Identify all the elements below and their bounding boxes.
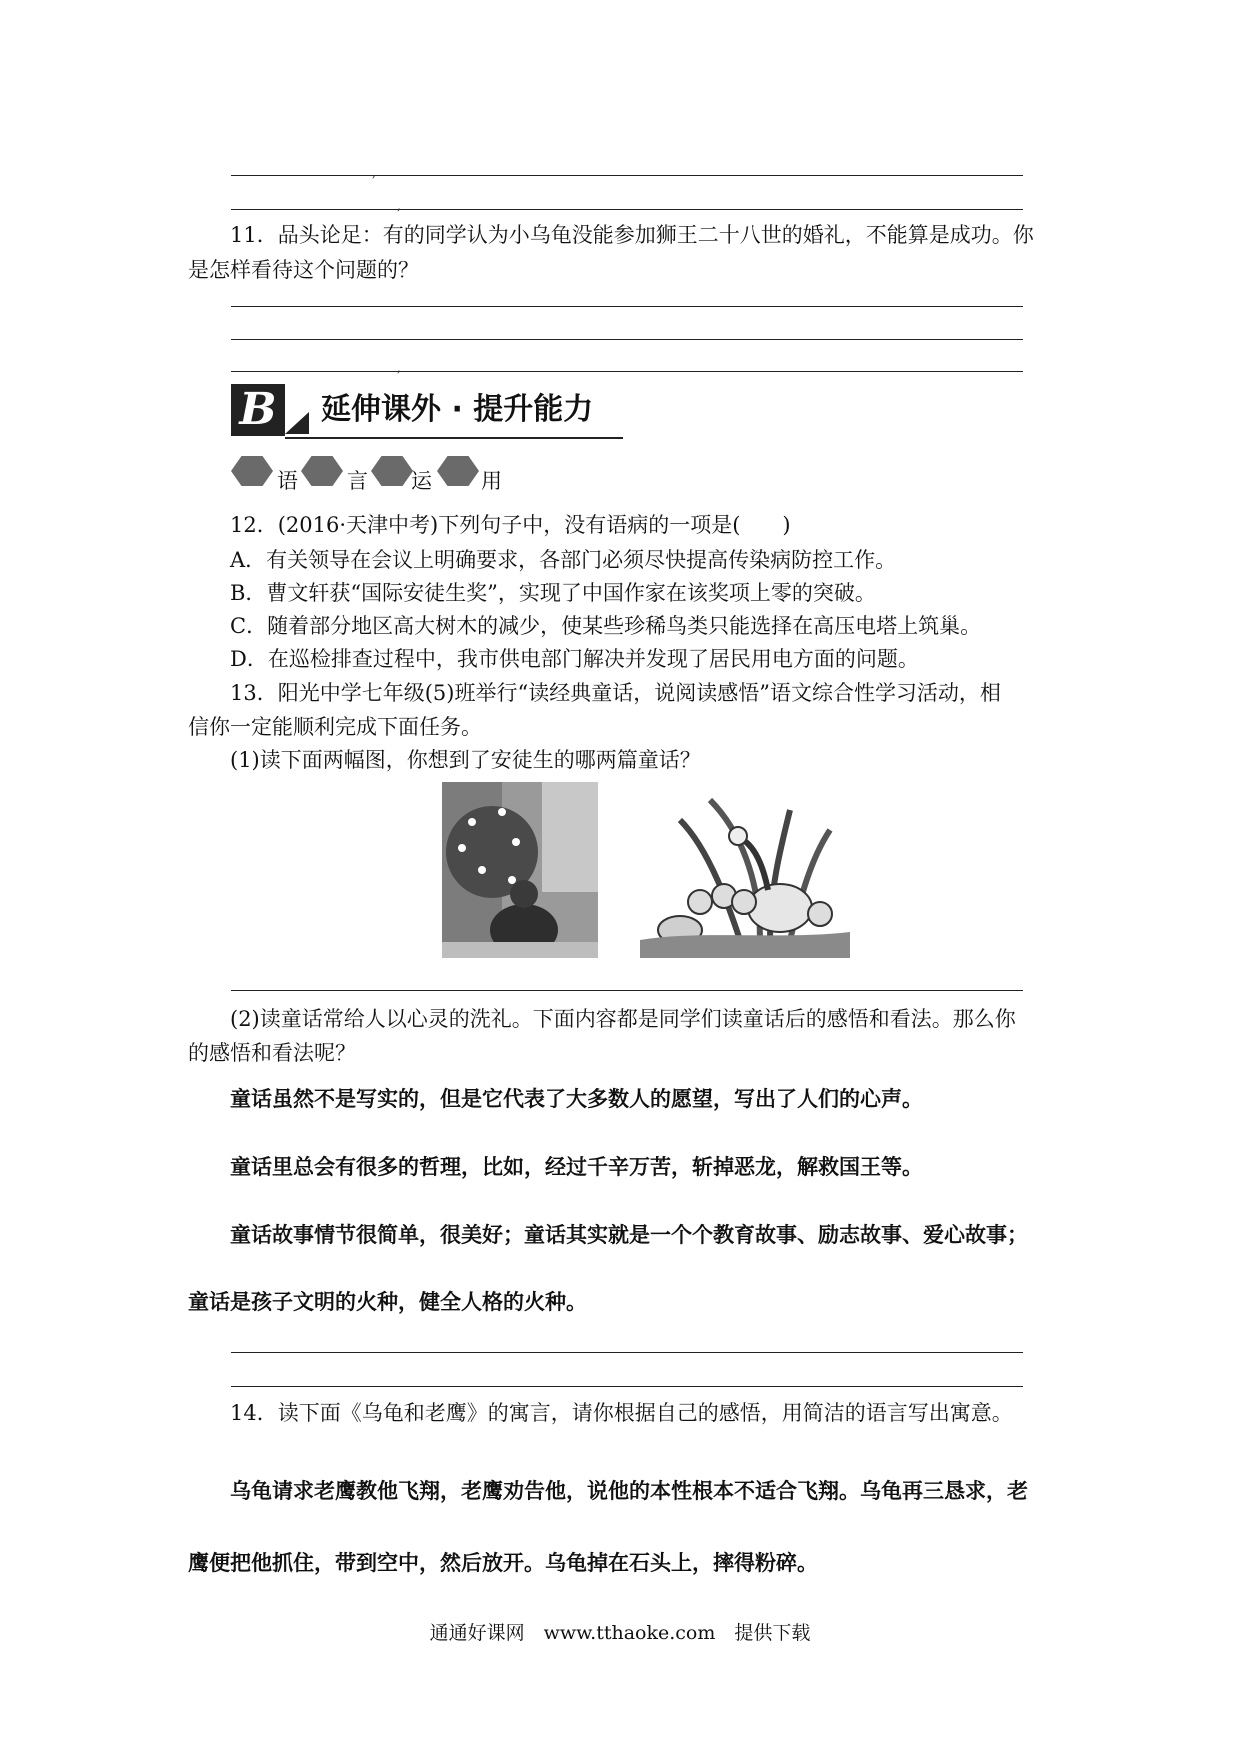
q12-option-a: A．有关领导在会议上明确要求，各部门必须尽快提高传染病防控工作。	[230, 548, 897, 572]
q13-line2: 信你一定能顺利完成下面任务。	[188, 715, 482, 739]
answer-line	[231, 306, 1023, 307]
category-badge	[231, 456, 511, 494]
answer-line	[231, 175, 1023, 176]
section-b-title: 延伸课外 · 提升能力	[321, 392, 594, 427]
section-b-header	[231, 384, 623, 440]
badge-char: 运	[411, 469, 432, 493]
hexagon-icon	[231, 456, 273, 486]
q11-line1: 11．品头论足：有的同学认为小乌龟没能参加狮王二十八世的婚礼，不能算是成功。你	[230, 223, 1034, 247]
section-arrow-icon	[285, 412, 309, 434]
line-tick: ,	[397, 361, 401, 375]
hexagon-icon	[301, 456, 343, 486]
opinion-4: 童话是孩子文明的火种，健全人格的火种。	[188, 1290, 587, 1314]
q13-line1: 13．阳光中学七年级(5)班举行“读经典童话，说阅读感悟”语文综合性学习活动，相	[230, 681, 1001, 705]
hexagon-icon	[371, 456, 413, 486]
q12-option-c: C．随着部分地区高大树木的减少，使某些珍稀鸟类只能选择在高压电塔上筑巢。	[230, 614, 982, 638]
opinion-2: 童话里总会有很多的哲理，比如，经过千辛万苦，斩掉恶龙，解救国王等。	[230, 1155, 923, 1179]
opinion-1: 童话虽然不是写实的，但是它代表了大多数人的愿望，写出了人们的心声。	[230, 1087, 923, 1111]
q13-part2-line2: 的感悟和看法呢？	[188, 1041, 356, 1065]
badge-char: 言	[347, 469, 368, 493]
answer-line	[231, 990, 1023, 991]
answer-line	[231, 209, 1023, 210]
fable-line1: 乌龟请求老鹰教他飞翔，老鹰劝告他，说他的本性根本不适合飞翔。乌龟再三恳求，老	[230, 1479, 1028, 1503]
fable-line2: 鹰便把他抓住，带到空中，然后放开。乌龟掉在石头上，摔得粉碎。	[188, 1551, 818, 1575]
badge-char: 用	[481, 469, 502, 493]
page-footer: 通通好课网 www.tthaoke.com 提供下载	[429, 1622, 811, 1644]
opinion-3: 童话故事情节很简单，很美好；童话其实就是一个个教育故事、励志故事、爱心故事；	[230, 1223, 1028, 1247]
ugly-duckling-illustration	[640, 790, 850, 958]
answer-line	[231, 1386, 1023, 1387]
badge-char: 语	[277, 469, 298, 493]
q13-part1: (1)读下面两幅图，你想到了安徒生的哪两篇童话？	[230, 748, 701, 772]
q12-stem: 12．(2016·天津中考)下列句子中，没有语病的一项是( )	[230, 513, 791, 537]
answer-line	[231, 339, 1023, 340]
section-b-letter: B	[231, 384, 285, 436]
answer-line	[231, 1352, 1023, 1353]
answer-line	[231, 371, 1023, 372]
q13-part2-line1: (2)读童话常给人以心灵的洗礼。下面内容都是同学们读童话后的感悟和看法。那么你	[230, 1007, 1016, 1031]
q14-prompt: 14．读下面《乌龟和老鹰》的寓言，请你根据自己的感悟，用简洁的语言写出寓意。	[230, 1401, 1013, 1425]
q12-option-d: D．在巡检排查过程中，我市供电部门解决并发现了居民用电方面的问题。	[230, 647, 919, 671]
hexagon-icon	[437, 456, 479, 486]
q11-line2: 是怎样看待这个问题的？	[188, 258, 419, 282]
q12-option-b: B．曹文轩获“国际安徒生奖”，实现了中国作家在该奖项上零的突破。	[230, 581, 876, 605]
line-tick: ,	[397, 199, 401, 213]
section-underline	[285, 437, 623, 439]
match-girl-illustration	[442, 782, 598, 958]
line-tick: ,	[372, 166, 376, 180]
